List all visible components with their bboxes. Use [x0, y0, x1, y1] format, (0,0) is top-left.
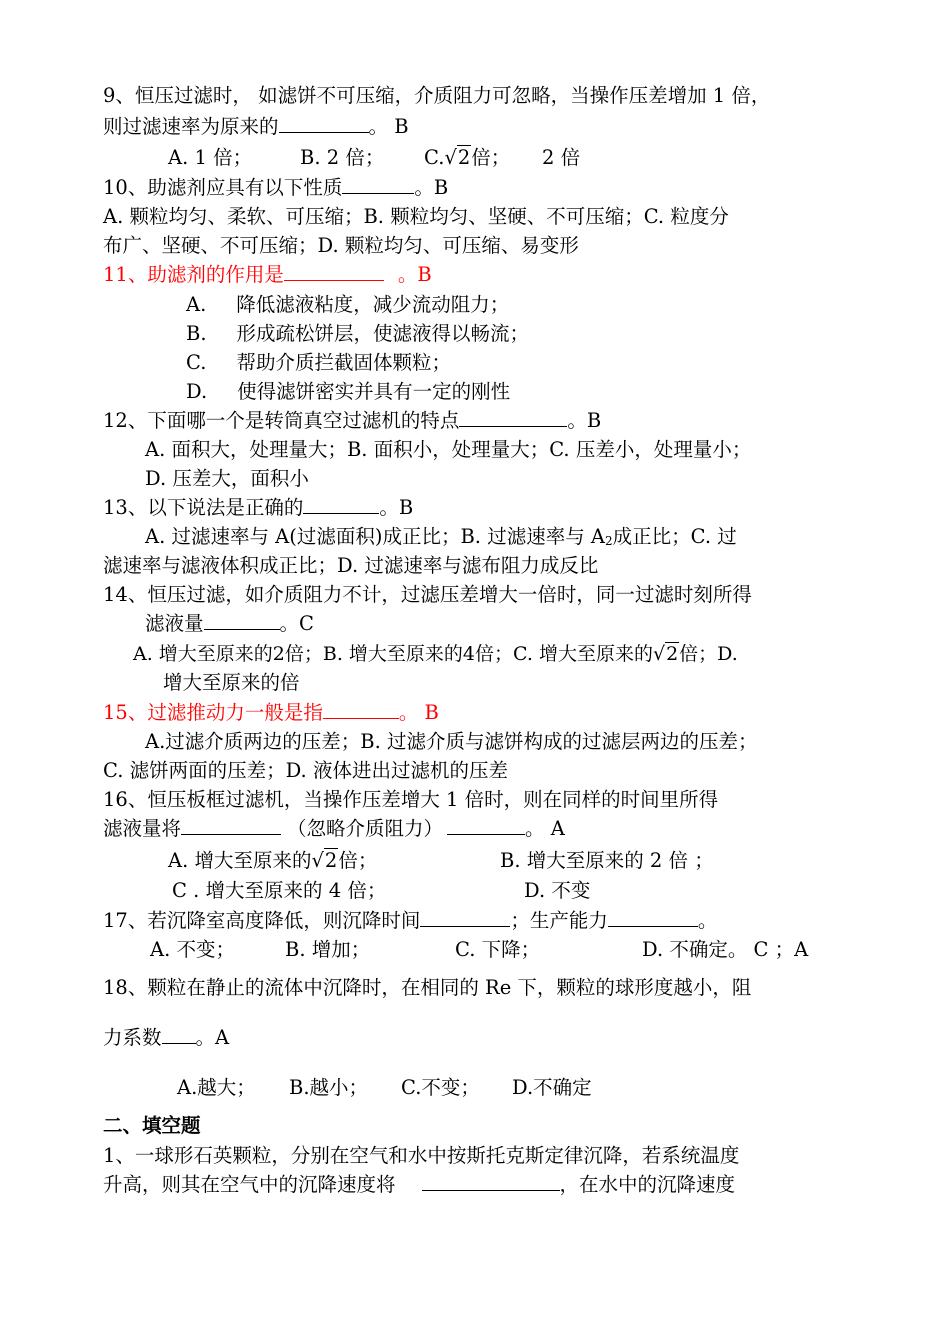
q16-answer-key: 。 A: [525, 817, 565, 840]
q9-stem-text: 则过滤速率为原来的: [103, 115, 279, 138]
q16-option-c: C . 增大至原来的 4 倍；: [172, 879, 387, 902]
q14-answer-key: 。C: [279, 612, 314, 635]
q9-stem-line2: [103, 114, 409, 140]
fill-q1-line2: 升高，则其在空气中的沉降速度将 ，在水中的沉降速度: [103, 1173, 736, 1196]
q15-options-line2: C. 滤饼两面的压差；D. 液体进出过滤机的压差: [103, 759, 508, 782]
q9-stem-line1: 9、恒压过滤时， 如滤饼不可压缩，介质阻力可忽略，当操作压差增加 1 倍，: [103, 84, 771, 107]
q13-stem: 13、以下说法是正确的 。B: [103, 496, 414, 519]
q9-option-d: 2 倍: [542, 146, 581, 169]
q15-answer-key: 。 B: [398, 701, 439, 724]
q11-answer-key: 。B: [397, 263, 432, 286]
section-title: 二、填空题: [103, 1114, 201, 1137]
fill-q1-answer-blank[interactable]: [422, 1172, 560, 1191]
q13-answer-key: 。B: [379, 496, 414, 519]
q17-option-b: B. 增加；: [285, 938, 371, 961]
q11-option-b: B. 形成疏松饼层，使滤液得以畅流；: [186, 322, 530, 345]
q16-stem-line1: 16、恒压板框过滤机，当操作压差增大 1 倍时，则在同样的时间里所得: [103, 788, 719, 811]
q17-option-d: D. 不确定。 C ；A: [642, 938, 809, 961]
q10-answer-blank[interactable]: [342, 175, 414, 194]
q9-option-c: C.√2倍；: [424, 146, 511, 169]
sqrt-symbol: √2: [444, 146, 471, 169]
q10-stem: 10、助滤剂应具有以下性质 。B: [103, 176, 449, 199]
q17-answer-blank-2[interactable]: [608, 908, 698, 927]
q11-option-d: D. 使得滤饼密实并具有一定的刚性: [186, 380, 511, 403]
q9-option-b: B. 2 倍；: [300, 146, 385, 169]
q16-answer-blank-1[interactable]: [181, 816, 281, 835]
sqrt-symbol: √2: [652, 643, 679, 665]
q17-stem: 17、若沉降室高度降低，则沉降时间 ；生产能力 。: [103, 909, 718, 932]
q11-option-c: C. 帮助介质拦截固体颗粒；: [186, 351, 451, 374]
q11-option-a: A. 降低滤液粘度，减少流动阻力；: [186, 293, 510, 316]
q17-option-a: A. 不变；: [150, 938, 235, 961]
q14-options-line1: A. 增大至原来的2倍；B. 增大至原来的4倍；C. 增大至原来的√2倍；D.: [133, 643, 738, 665]
q15-stem: 15、过滤推动力一般是指 。 B: [103, 701, 439, 724]
q10-options-line2: 布广、坚硬、不可压缩；D. 颗粒均匀、可压缩、易变形: [103, 234, 579, 257]
q13-options-line2: 滤速率与滤液体积成正比；D. 过滤速率与滤布阻力成反比: [103, 554, 599, 577]
q12-options-line2: D. 压差大，面积小: [145, 467, 309, 490]
q18-answer-blank[interactable]: [162, 1025, 196, 1044]
q15-answer-blank[interactable]: [323, 700, 399, 719]
q16-option-d: D. 不变: [524, 879, 591, 902]
fill-q1-line1: 1、一球形石英颗粒，分别在空气和水中按斯托克斯定律沉降，若系统温度: [103, 1144, 740, 1167]
q13-answer-blank[interactable]: [303, 495, 379, 514]
q12-stem: 12、下面哪一个是转筒真空过滤机的特点 。B: [103, 409, 602, 432]
q16-stem-line2: 滤液量将 （忽略介质阻力） 。 A: [103, 817, 565, 840]
q17-option-c: C. 下降；: [455, 938, 541, 961]
q12-answer-key: 。B: [567, 409, 602, 432]
q14-answer-blank[interactable]: [204, 611, 280, 630]
q14-stem-line2: 滤液量 。C: [145, 612, 314, 635]
q12-answer-blank[interactable]: [459, 408, 567, 427]
q18-option-c: C.不变；: [401, 1076, 480, 1099]
q9-option-a: A. 1 倍；: [168, 146, 253, 169]
q13-options-line1: A. 过滤速率与 A(过滤面积)成正比；B. 过滤速率与 A2成正比；C. 过: [145, 525, 737, 548]
q11-answer-blank[interactable]: [284, 262, 384, 281]
q15-options-line1: A.过滤介质两边的压差；B. 过滤介质与滤饼构成的过滤层两边的压差；: [145, 730, 758, 753]
q9-answer-key: 。 B: [368, 115, 409, 138]
q10-answer-key: 。B: [414, 176, 449, 199]
q18-stem-line1: 18、颗粒在静止的流体中沉降时，在相同的 Re 下，颗粒的球形度越小，阻: [103, 976, 752, 999]
q18-answer-key: 。A: [195, 1026, 230, 1049]
q18-option-d: D.不确定: [512, 1076, 592, 1099]
q16-option-b: B. 增大至原来的 2 倍 ；: [500, 849, 714, 872]
q18-option-a: A.越大；: [177, 1076, 256, 1099]
q9-answer-blank[interactable]: [279, 114, 369, 133]
q16-answer-blank-2[interactable]: [447, 816, 525, 835]
q14-options-line2: 增大至原来的倍: [163, 671, 300, 694]
q14-stem-line1: 14、恒压过滤，如介质阻力不计，过滤压差增大一倍时，同一过滤时刻所得: [103, 583, 752, 606]
sqrt-symbol: √2: [311, 849, 338, 872]
q10-options-line1: A. 颗粒均匀、柔软、可压缩；B. 颗粒均匀、坚硬、不可压缩；C. 粒度分: [103, 205, 729, 228]
q12-options-line1: A. 面积大，处理量大；B. 面积小，处理量大；C. 压差小，处理量小；: [145, 438, 752, 461]
q18-stem-line2: 力系数 。A: [103, 1026, 230, 1049]
q17-answer-blank-1[interactable]: [420, 908, 510, 927]
q18-option-b: B.越小；: [289, 1076, 369, 1099]
q11-stem: 11、助滤剂的作用是 。B: [103, 263, 432, 286]
q16-option-a: A. 增大至原来的√2倍；: [168, 849, 378, 872]
